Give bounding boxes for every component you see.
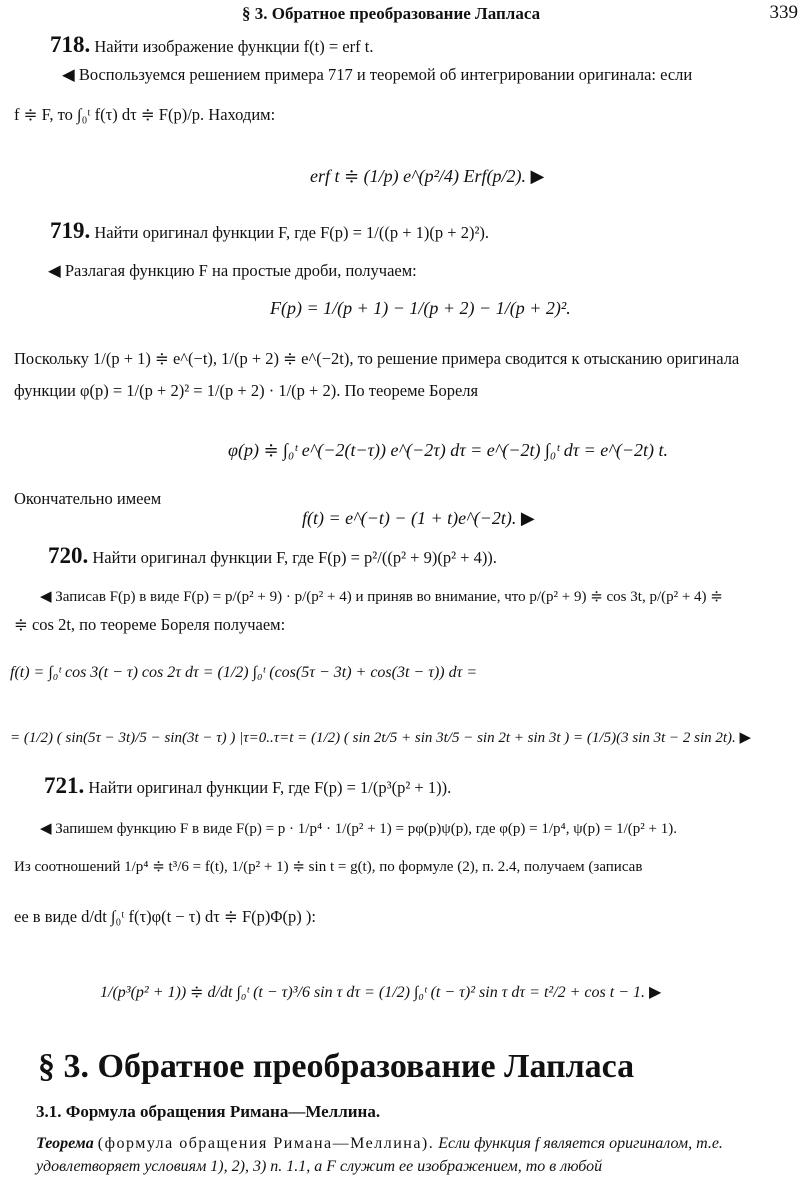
section-title: § 3. Обратное преобразование Лапласа: [38, 1048, 635, 1085]
problem-721-line2: Из соотношений 1/p⁴ ≑ t³/6 = f(t), 1/(p² + 1) ≑ sin t = g(t), по формуле (2), п. 2.4, получаем (записав: [14, 859, 643, 875]
problem-719-borel: φ(p) ≑ ∫₀ᵗ e^(−2(t−τ)) e^(−2τ) dτ = e^(−2t) ∫₀ᵗ dτ = e^(−2t) t.: [228, 440, 669, 460]
problem-719-solution-line1: ◀ Разлагая функцию F на простые дроби, получаем:: [48, 261, 417, 280]
problem-number: 718.: [50, 32, 91, 57]
theorem-block: [36, 1132, 796, 1178]
header-title: § 3. Обратное преобразование Лапласа: [242, 4, 541, 23]
problem-text: Найти оригинал функции F, где F(p) = p²/((p² + 9)(p² + 4)).: [92, 548, 497, 567]
problem-number: 720.: [48, 543, 89, 568]
theorem-label: Теорема: [36, 1135, 94, 1152]
problem-719-statement: [50, 220, 489, 244]
problem-719-line3: функции φ(p) = 1/(p + 2)² = 1/(p + 2) · 1/(p + 2). По теореме Бореля: [14, 381, 479, 400]
problem-text: Найти оригинал функции F, где F(p) = 1/(p³(p² + 1)).: [88, 778, 452, 797]
problem-719-line2: Поскольку 1/(p + 1) ≑ e^(−t), 1/(p + 2) ≑ e^(−2t), то решение примера сводится к отысканию оригинала: [14, 349, 740, 368]
running-header: [0, 2, 810, 26]
problem-text: Найти оригинал функции F, где F(p) = 1/((p + 1)(p + 2)²).: [94, 223, 490, 242]
problem-number: 719.: [50, 218, 91, 243]
problem-721-statement: [44, 775, 451, 799]
subsection-title: 3.1. Формула обращения Римана—Меллина.: [36, 1102, 381, 1121]
problem-718-solution-line2: f ≑ F, то ∫₀ᵗ f(τ) dτ ≑ F(p)/p. Находим:: [14, 105, 276, 124]
problem-721-result: 1/(p³(p² + 1)) ≑ d/dt ∫₀ᵗ (t − τ)³/6 sin τ dτ = (1/2) ∫₀ᵗ (t − τ)² sin τ dτ = t²/2 + cos t − 1. ▶: [100, 984, 662, 1001]
problem-720-eq1: f(t) = ∫₀ᵗ cos 3(t − τ) cos 2τ dτ = (1/2) ∫₀ᵗ (cos(5τ − 3t) + cos(3t − τ)) dτ =: [10, 664, 478, 681]
problem-721-line1: ◀ Запишем функцию F в виде F(p) = p · 1/p⁴ · 1/(p² + 1) = pφ(p)ψ(p), где φ(p) = 1/p⁴, ψ(p) = 1/(p² + 1).: [40, 821, 677, 837]
theorem-text: Если функция f является оригиналом, т.е. удовлетворяет условиям 1), 2), 3) п. 1.1, а F служит ее изображением, то в любой: [36, 1135, 723, 1175]
problem-number: 721.: [44, 773, 85, 798]
problem-718-statement: [50, 34, 373, 58]
problem-719-final: f(t) = e^(−t) − (1 + t)e^(−2t). ▶: [302, 508, 535, 528]
problem-720-eq2: = (1/2) ( sin(5τ − 3t)/5 − sin(3t − τ) ) |τ=0..τ=t = (1/2) ( sin 2t/5 + sin 3t/5 − sin 2t + sin 3t ) = (1/5)(3 sin 3t − 2 sin 2t). ▶: [10, 730, 752, 746]
theorem-paren: (формула обращения Римана—Меллина).: [97, 1135, 435, 1152]
problem-719-final-text: Окончательно имеем: [14, 489, 162, 508]
problem-718-result: erf t ≑ (1/p) e^(p²/4) Erf(p/2). ▶: [310, 166, 545, 186]
problem-718-solution-line1: ◀ Воспользуемся решением примера 717 и теоремой об интегрировании оригинала: если: [62, 65, 693, 84]
problem-721-line3: ее в виде d/dt ∫₀ᵗ f(τ)φ(t − τ) dτ ≑ F(p)Φ(p) ):: [14, 907, 316, 926]
problem-720-line1: ◀ Записав F(p) в виде F(p) = p/(p² + 9) · p/(p² + 4) и приняв во внимание, что p/(p² + 9) ≑ cos 3t, p/(p² + 4) ≑: [40, 589, 723, 605]
problem-720-statement: [48, 545, 497, 569]
problem-720-line2: ≑ cos 2t, по теореме Бореля получаем:: [14, 615, 286, 634]
page-number: 339: [769, 2, 798, 23]
problem-719-decomposition: F(p) = 1/(p + 1) − 1/(p + 2) − 1/(p + 2)².: [270, 298, 571, 318]
problem-text: Найти изображение функции f(t) = erf t.: [94, 37, 374, 56]
